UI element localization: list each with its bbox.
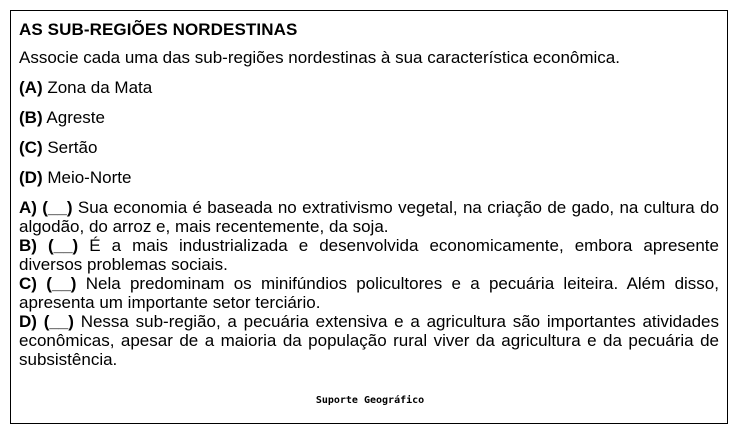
option-d <box>19 168 719 188</box>
statement-d <box>19 312 719 369</box>
option-c <box>19 138 719 158</box>
option-letter: (C) <box>19 138 43 157</box>
statement-code: A) (__) <box>19 198 73 217</box>
statement-text: Nessa sub-região, a pecuária extensiva e a agricultura são importantes atividades econômicas, apesar de a maioria da população rural viver da agricultura e da pecuária de subsistência. <box>19 312 719 369</box>
exercise-content <box>19 20 719 369</box>
option-letter: (D) <box>19 168 43 187</box>
statement-b <box>19 236 719 274</box>
option-b <box>19 108 719 128</box>
exercise-box <box>10 10 728 424</box>
statement-code: D) (__) <box>19 312 74 331</box>
statement-c <box>19 274 719 312</box>
source-credit: Suporte Geográfico <box>315 395 425 406</box>
option-a <box>19 78 719 98</box>
statement-text: É a mais industrializada e desenvolvida economicamente, embora apresente diversos problemas sociais. <box>19 236 719 274</box>
option-text: Sertão <box>42 138 98 157</box>
option-text: Zona da Mata <box>42 78 153 97</box>
statement-code: B) (__) <box>19 236 79 255</box>
option-text: Meio-Norte <box>42 168 132 187</box>
option-text: Agreste <box>42 108 105 127</box>
option-letter: (B) <box>19 108 43 127</box>
exercise-instruction: Associe cada uma das sub-regiões nordestinas à sua característica econômica. <box>19 48 620 67</box>
statement-text: Nela predominam os minifúndios policultores e a pecuária leiteira. Além disso, apresenta um importante setor terciário. <box>19 274 719 312</box>
statement-text: Sua economia é baseada no extrativismo vegetal, na criação de gado, na cultura do algodão, do arroz e, mais recentemente, da soja. <box>19 198 719 236</box>
statement-a <box>19 198 719 236</box>
option-letter: (A) <box>19 78 43 97</box>
exercise-title: AS SUB-REGIÕES NORDESTINAS <box>19 20 298 39</box>
statement-code: C) (__) <box>19 274 77 293</box>
